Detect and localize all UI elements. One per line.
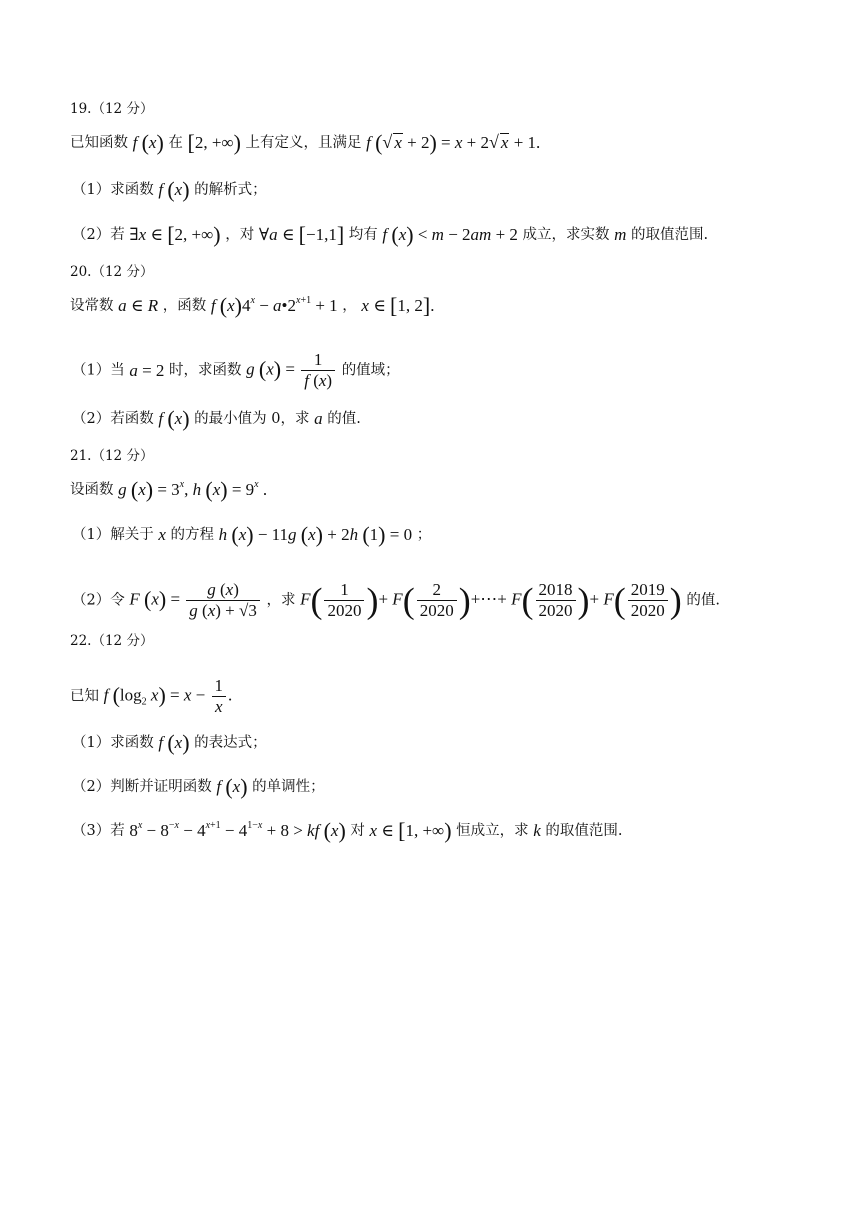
problem-20-part-1: （1）当 a = 2 时，求函数 g (x) = $\frac{1}{f (x)}$ 的值域； — [72, 350, 400, 390]
problem-22-number: 22.（12 分） — [70, 633, 154, 649]
problem-21-part-2: （2）令 F (x) = $\frac{g (x)}{g (x) + √3}$ ，求 F( $\frac{1}{2020}$ )+ F( $\frac{2}{2020}$ )+⋯+ F( $\frac{2018}{2020}$ )+ F( $\frac{2019}{2020}$ ) 的值. — [72, 580, 720, 621]
problem-21-part-1: （1）解关于 x 的方程 h (x) − 11g (x) + 2h (1) = 0 ； — [72, 522, 432, 547]
math-fx: f (x) — [132, 130, 164, 155]
problem-20-statement: 设常数 a ∈ R ，函数 f $(x)4^x$ − $a•2^{x+1} + 1$ ， x ∈ [1, 2]. — [70, 293, 435, 318]
math-interval: [2, +∞) — [187, 130, 241, 155]
problem-22-part-2: （2）判断并证明函数 f (x) 的单调性； — [72, 774, 325, 799]
problem-19-number: 19.（12 分） — [70, 101, 154, 117]
problem-19-statement: 已知函数 f (x) 在 [2, +∞) 上有定义，且满足 f (√ x + 2) = x + 2√ x + 1. — [70, 130, 541, 155]
problem-21-number: 21.（12 分） — [70, 448, 154, 464]
problem-22-statement: 已知 f ($\log_2$ x) = x − $\frac{1}{x}$ . — [70, 676, 233, 716]
problem-19-part-2: （2）若 ∃x ∈ [2, +∞) ，对 ∀a ∈ [−1,1] 均有 f (x) < m − 2am + 2 成立，求实数 m 的取值范围. — [72, 222, 709, 247]
problem-21-statement: 设函数 g $(x) = 3^x$, h $(x) = 9^x$ . — [70, 477, 268, 502]
problem-20-part-2: （2）若函数 f (x) 的最小值为 0，求 a 的值. — [72, 406, 361, 431]
problem-22-part-3: （3）若 $8^x - 8^{-x} - 4^{x+1} - 4^{1-x} + 8$ > kf (x) 对 x ∈ [1, +∞) 恒成立，求 k 的取值范围. — [72, 818, 623, 843]
problem-19-part-1: （1）求函数 f (x) 的解析式； — [72, 177, 267, 202]
problem-22-part-1: （1）求函数 f (x) 的表达式； — [72, 730, 267, 755]
problem-20-number: 20.（12 分） — [70, 264, 154, 280]
math-functional-equation: f (√ x + 2) = x + 2√ x + 1. — [366, 130, 541, 155]
